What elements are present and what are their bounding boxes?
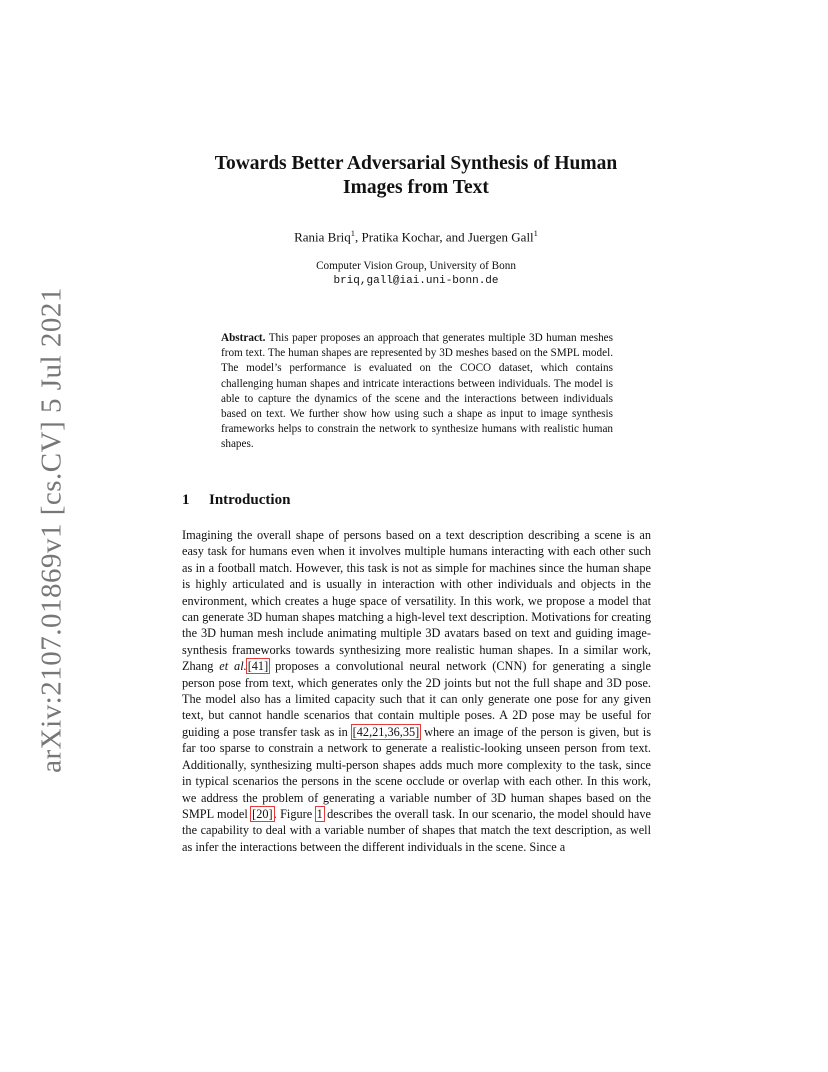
author-list bbox=[150, 228, 682, 245]
title-line-1: Towards Better Adversarial Synthesis of Human bbox=[214, 153, 618, 174]
abstract-label: Abstract. bbox=[221, 332, 266, 344]
section-title: Introduction bbox=[209, 492, 291, 508]
abstract-text: This paper proposes an approach that generates multiple 3D human meshes from text. The human shapes are represented by 3D meshes based on the SMPL model. The model’s performance is evaluated on the COCO dataset, which contains challenging human shapes and intricate interactions between individuals. The model is able to capture the dynamics of the scene and the interactions between individuals based on text. We further show how using such a shape as input to image synthesis frameworks helps to constrain the network to synthesize humans with realistic human shapes. bbox=[221, 332, 613, 451]
paper-title bbox=[150, 152, 682, 200]
citation-link[interactable]: [41] bbox=[247, 659, 269, 674]
citation-link[interactable]: [20] bbox=[252, 806, 273, 821]
author-affil-mark: 1 bbox=[533, 228, 538, 238]
abstract bbox=[221, 331, 613, 453]
email: briq,gall@iai.uni-bonn.de bbox=[333, 275, 499, 287]
arxiv-identifier: arXiv:2107.01869v1 [cs.CV] 5 Jul 2021 bbox=[35, 287, 68, 773]
author-affil-mark: 1 bbox=[350, 228, 356, 238]
body-text: Imagining the overall shape of persons based on a text description describing a scene is an easy task for humans even when it involves multiple humans interacting with each other such as in a football match. However, this task is not as simple for machines since the human shape is highly articulated and is usually in interaction with other individuals and objects in the environment, which creates a huge space of versatility. In this work, we propose a model that can generate 3D human shapes matching a high-level text description. Motivations for creating the 3D human mesh include animating multiple 3D avatars based on text and guiding image-synthesis frameworks towards synthesizing more realistic human shapes. In a similar work, Zhang bbox=[182, 528, 651, 674]
body-text: describes the overall task. In our scenario, the model should have the capability to deal with a variable number of shapes that match the text description, as well as infer the interactions between the different individuals in the scene. Since a bbox=[182, 806, 651, 854]
body-paragraph bbox=[182, 527, 651, 855]
citation-link[interactable]: [42,21,36,35] bbox=[352, 724, 420, 739]
section-number: 1 bbox=[182, 492, 190, 508]
section-heading bbox=[182, 492, 290, 509]
affiliation: Computer Vision Group, University of Bonn bbox=[316, 260, 516, 272]
title-line-2: Images from Text bbox=[343, 177, 489, 198]
author-names: , Pratika Kochar, and Juergen Gall bbox=[355, 229, 534, 245]
body-italic: et al. bbox=[219, 659, 247, 674]
figure-link[interactable]: 1 bbox=[316, 806, 323, 821]
affiliation-block bbox=[150, 259, 682, 289]
body-text: where an image of the person is given, but is far too sparse to constrain a network to generate a realistic-looking unseen person from text. Additionally, synthesizing multi-person shapes adds much more complexity to the task, since in typical scenarios the persons in the scene occlude or overlap with each other. In this work, we address the problem of generating a variable number of 3D human shapes based on the SMPL model bbox=[182, 724, 651, 821]
body-text: proposes a convolutional neural network (CNN) for generating a single person pose from text, which generates only the 2D joints but not the full shape and 3D pose. The model also has a limited capacity such that it can only generate one pose for any given text, but cannot handle scenarios that contain multiple poses. A 2D pose may be useful for guiding a pose transfer task as in bbox=[182, 659, 651, 739]
author-name: Rania Briq bbox=[294, 229, 351, 245]
body-text: . Figure bbox=[273, 806, 316, 821]
